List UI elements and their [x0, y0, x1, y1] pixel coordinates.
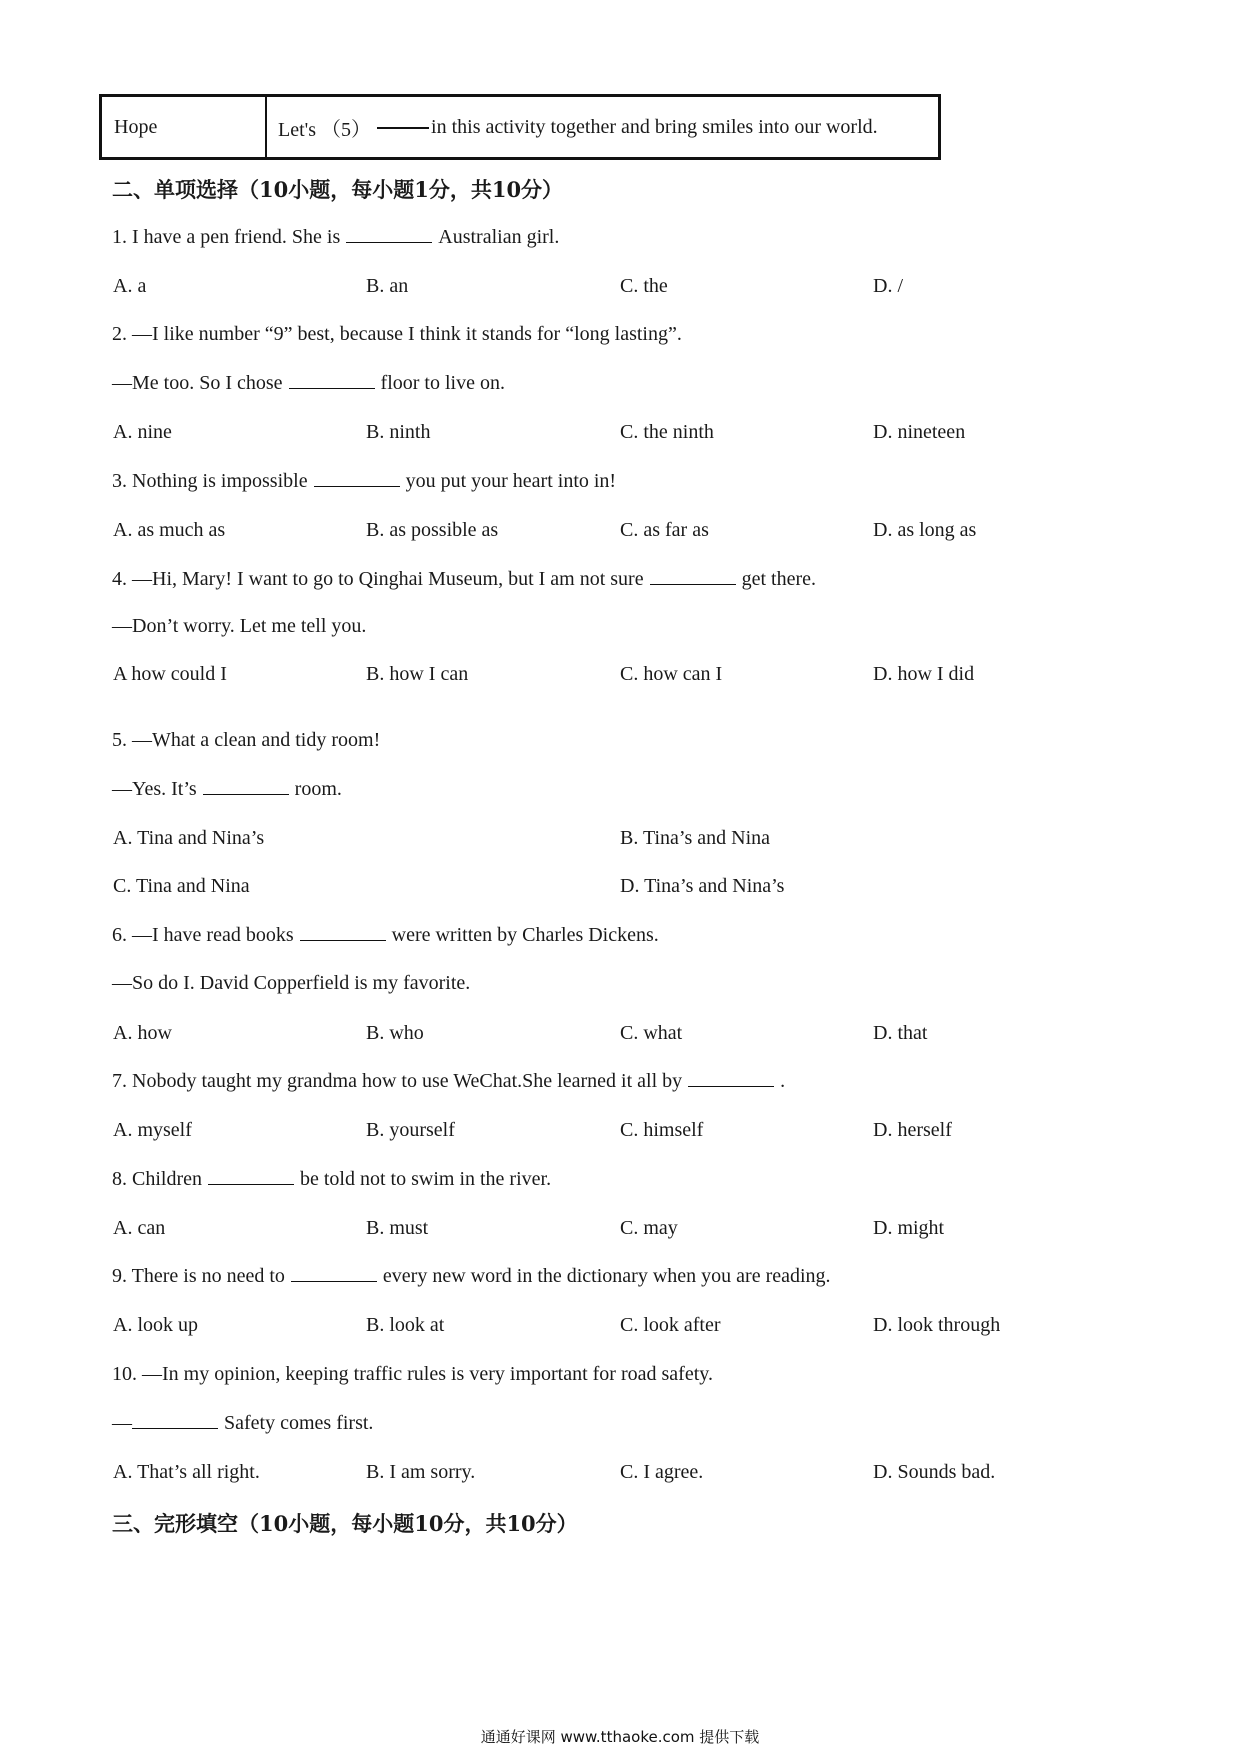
- hope-label: Hope: [114, 115, 158, 138]
- q8-option-b: B. must: [366, 1217, 429, 1239]
- hope-text-cell: [267, 97, 938, 157]
- q9-option-a: A. look up: [113, 1314, 198, 1336]
- q5-option-c: C. Tina and Nina: [113, 875, 250, 897]
- q8-option-c: C. may: [620, 1217, 678, 1239]
- q1-option-c: C. the: [620, 275, 668, 297]
- hope-table: [99, 94, 941, 160]
- q6-option-d: D. that: [873, 1022, 928, 1044]
- q6-option-b: B. who: [366, 1022, 424, 1044]
- answer-blank: [291, 1280, 377, 1282]
- question-1-line-1: 1. I have a pen friend. She is Australian girl.: [112, 226, 560, 248]
- answer-blank: [650, 583, 736, 585]
- question-9-line-1: 9. There is no need to every new word in the dictionary when you are reading.: [112, 1265, 831, 1287]
- q7-option-d: D. herself: [873, 1119, 952, 1141]
- q2-option-d: D. nineteen: [873, 421, 966, 443]
- answer-blank: [208, 1183, 294, 1185]
- hope-text-after: in this activity together and bring smiles into our world.: [431, 115, 878, 138]
- q9-option-b: B. look at: [366, 1314, 445, 1336]
- q2-option-c: C. the ninth: [620, 421, 714, 443]
- q8-option-a: A. can: [113, 1217, 166, 1239]
- q10-option-d: D. Sounds bad.: [873, 1461, 996, 1483]
- question-5-line-1: 5. —What a clean and tidy room!: [112, 729, 381, 751]
- question-2-line-1: 2. —I like number “9” best, because I think it stands for “long lasting”.: [112, 323, 682, 345]
- q4-option-d: D. how I did: [873, 663, 975, 685]
- q4-option-b: B. how I can: [366, 663, 469, 685]
- q2-option-a: A. nine: [113, 421, 172, 443]
- q4-option-c: C. how can I: [620, 663, 723, 685]
- q4-option-a: A how could I: [113, 663, 227, 685]
- section2-heading: 二、单项选择（10小题，每小题1分，共10分）: [112, 177, 564, 202]
- answer-blank: [314, 485, 400, 487]
- answer-blank: [289, 387, 375, 389]
- q6-option-c: C. what: [620, 1022, 683, 1044]
- q7-option-c: C. himself: [620, 1119, 704, 1141]
- q3-option-c: C. as far as: [620, 519, 709, 541]
- answer-blank: [300, 939, 386, 941]
- section3-heading: 三、完形填空（10小题，每小题10分，共10分）: [112, 1511, 578, 1536]
- q5-option-b: B. Tina’s and Nina: [620, 827, 771, 849]
- answer-blank: [688, 1085, 774, 1087]
- question-6-line-2: —So do I. David Copperfield is my favorite.: [112, 972, 471, 994]
- question-2-line-2: —Me too. So I chose floor to live on.: [112, 372, 505, 394]
- q9-option-c: C. look after: [620, 1314, 721, 1336]
- q1-option-b: B. an: [366, 275, 409, 297]
- answer-blank: [203, 793, 289, 795]
- question-3-line-1: 3. Nothing is impossible you put your heart into in!: [112, 470, 617, 492]
- q6-option-a: A. how: [113, 1022, 172, 1044]
- q10-option-c: C. I agree.: [620, 1461, 704, 1483]
- blank-5: [377, 126, 429, 129]
- answer-blank: [132, 1427, 218, 1429]
- hope-label-cell: [102, 97, 267, 157]
- q10-option-b: B. I am sorry.: [366, 1461, 476, 1483]
- hope-text-before: Let's （5）: [278, 118, 372, 141]
- question-10-line-2: — Safety comes first.: [112, 1412, 374, 1434]
- answer-blank: [346, 241, 432, 243]
- q2-option-b: B. ninth: [366, 421, 431, 443]
- question-5-line-2: —Yes. It’s room.: [112, 778, 342, 800]
- q3-option-d: D. as long as: [873, 519, 977, 541]
- question-4-line-2: —Don’t worry. Let me tell you.: [112, 615, 367, 637]
- question-10-line-1: 10. —In my opinion, keeping traffic rules is very important for road safety.: [112, 1363, 713, 1385]
- q10-option-a: A. That’s all right.: [113, 1461, 260, 1483]
- question-6-line-1: 6. —I have read books were written by Charles Dickens.: [112, 924, 659, 946]
- question-8-line-1: 8. Children be told not to swim in the river.: [112, 1168, 552, 1190]
- q7-option-a: A. myself: [113, 1119, 192, 1141]
- q9-option-d: D. look through: [873, 1314, 1001, 1336]
- footer-watermark: 通通好课网 www.tthaoke.com 提供下载: [480, 1728, 760, 1746]
- q1-option-a: A. a: [113, 275, 147, 297]
- q8-option-d: D. might: [873, 1217, 945, 1239]
- q7-option-b: B. yourself: [366, 1119, 455, 1141]
- question-4-line-1: 4. —Hi, Mary! I want to go to Qinghai Museum, but I am not sure get there.: [112, 568, 816, 590]
- q5-option-a: A. Tina and Nina’s: [113, 827, 265, 849]
- q3-option-b: B. as possible as: [366, 519, 499, 541]
- q1-option-d: D. /: [873, 275, 903, 297]
- question-7-line-1: 7. Nobody taught my grandma how to use WeChat.She learned it all by .: [112, 1070, 786, 1092]
- q3-option-a: A. as much as: [113, 519, 226, 541]
- q5-option-d: D. Tina’s and Nina’s: [620, 875, 785, 897]
